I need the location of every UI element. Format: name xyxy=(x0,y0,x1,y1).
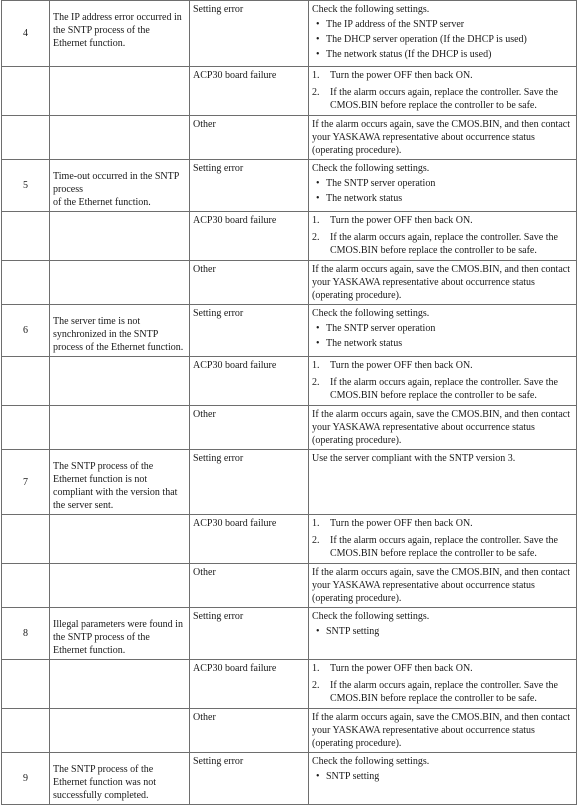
cause-cell: Setting error xyxy=(190,160,309,212)
remedy-cell xyxy=(309,753,577,805)
alarm-description-cell xyxy=(50,515,190,564)
remedy-bullet-item xyxy=(312,770,573,783)
remedy-intro: Check the following settings. xyxy=(312,308,430,319)
table-row xyxy=(2,406,577,450)
remedy-cell xyxy=(309,305,577,357)
remedy-cell: If the alarm occurs again, save the CMOS.BIN, and then contact your YASKAWA representative about occurrence status (operating procedure). xyxy=(309,116,577,160)
remedy-intro: Check the following settings. xyxy=(312,4,430,15)
remedy-step xyxy=(312,231,573,257)
step-number: 2. xyxy=(312,377,320,388)
alarm-subcode-cell xyxy=(2,709,50,753)
alarm-subcode-cell xyxy=(2,261,50,305)
alarm-description-cell xyxy=(50,709,190,753)
table-row xyxy=(2,116,577,160)
table-row xyxy=(2,753,577,805)
remedy-cell xyxy=(309,660,577,709)
alarm-subcode-cell xyxy=(2,212,50,261)
table-row xyxy=(2,709,577,753)
bullet-icon: • xyxy=(316,626,320,637)
cause-cell: ACP30 board failure xyxy=(190,67,309,116)
bullet-icon: • xyxy=(316,193,320,204)
bullet-text: SNTP setting xyxy=(326,626,380,637)
bullet-text: The network status (If the DHCP is used) xyxy=(326,49,492,60)
alarm-description-cell xyxy=(50,212,190,261)
table-row xyxy=(2,660,577,709)
remedy-step xyxy=(312,376,573,402)
remedy-bullet-item xyxy=(312,18,573,31)
step-number: 1. xyxy=(312,215,320,226)
cause-cell: Other xyxy=(190,116,309,160)
table-row xyxy=(2,564,577,608)
remedy-step xyxy=(312,214,573,227)
alarm-description-cell xyxy=(50,67,190,116)
cause-cell: Other xyxy=(190,564,309,608)
remedy-cell xyxy=(309,515,577,564)
remedy-cell xyxy=(309,357,577,406)
bullet-icon: • xyxy=(316,34,320,45)
table-row xyxy=(2,357,577,406)
step-number: 2. xyxy=(312,87,320,98)
step-text: Turn the power OFF then back ON. xyxy=(330,663,473,674)
remedy-bullet-item xyxy=(312,177,573,190)
remedy-bullet-item xyxy=(312,33,573,46)
remedy-cell: Use the server compliant with the SNTP version 3. xyxy=(309,450,577,515)
table-row xyxy=(2,305,577,357)
alarm-description-cell xyxy=(50,357,190,406)
cause-cell: Setting error xyxy=(190,608,309,660)
step-text: Turn the power OFF then back ON. xyxy=(330,518,473,529)
remedy-step xyxy=(312,86,573,112)
bullet-text: The IP address of the SNTP server xyxy=(326,19,465,30)
alarm-description-cell xyxy=(50,660,190,709)
cause-cell: Setting error xyxy=(190,450,309,515)
remedy-bullet-item xyxy=(312,322,573,335)
bullet-text: SNTP setting xyxy=(326,771,380,782)
alarm-description-cell xyxy=(50,116,190,160)
alarm-subcode-cell xyxy=(2,357,50,406)
remedy-bullet-item xyxy=(312,192,573,205)
bullet-icon: • xyxy=(316,338,320,349)
step-text: If the alarm occurs again, replace the controller. Save the CMOS.BIN before replace the controller to be safe. xyxy=(330,232,558,256)
alarm-subcode-cell xyxy=(2,67,50,116)
alarm-subcode-cell xyxy=(2,515,50,564)
step-text: Turn the power OFF then back ON. xyxy=(330,360,473,371)
step-text: Turn the power OFF then back ON. xyxy=(330,70,473,81)
table-row xyxy=(2,608,577,660)
alarm-table-body xyxy=(2,1,577,805)
step-number: 2. xyxy=(312,680,320,691)
remedy-bullet-item xyxy=(312,48,573,61)
alarm-subcode-cell xyxy=(2,660,50,709)
bullet-text: The network status xyxy=(326,193,403,204)
remedy-step xyxy=(312,359,573,372)
cause-cell: ACP30 board failure xyxy=(190,357,309,406)
alarm-description-cell: The SNTP process of the Ethernet function is not compliant with the version that the server sent. xyxy=(50,450,190,515)
cause-cell: ACP30 board failure xyxy=(190,660,309,709)
bullet-icon: • xyxy=(316,178,320,189)
remedy-step xyxy=(312,69,573,82)
cause-cell: Other xyxy=(190,406,309,450)
step-text: If the alarm occurs again, replace the controller. Save the CMOS.BIN before replace the controller to be safe. xyxy=(330,377,558,401)
cause-cell: ACP30 board failure xyxy=(190,515,309,564)
remedy-cell xyxy=(309,212,577,261)
cause-cell: Other xyxy=(190,261,309,305)
alarm-subcode-cell xyxy=(2,116,50,160)
step-number: 1. xyxy=(312,663,320,674)
cause-cell: Setting error xyxy=(190,753,309,805)
remedy-bullet-item xyxy=(312,337,573,350)
description-line: of the Ethernet function. xyxy=(53,197,151,208)
alarm-subcode-cell xyxy=(2,564,50,608)
remedy-cell xyxy=(309,67,577,116)
alarm-description-cell: The IP address error occurred in the SNTP process of the Ethernet function. xyxy=(50,1,190,67)
alarm-subcode-cell: 5 xyxy=(2,160,50,212)
step-number: 1. xyxy=(312,518,320,529)
remedy-cell: If the alarm occurs again, save the CMOS.BIN, and then contact your YASKAWA representative about occurrence status (operating procedure). xyxy=(309,261,577,305)
remedy-step xyxy=(312,534,573,560)
alarm-subcode-cell: 9 xyxy=(2,753,50,805)
bullet-text: The network status xyxy=(326,338,403,349)
step-number: 1. xyxy=(312,360,320,371)
cause-cell: ACP30 board failure xyxy=(190,212,309,261)
alarm-subcode-cell: 7 xyxy=(2,450,50,515)
alarm-subcode-cell: 4 xyxy=(2,1,50,67)
bullet-icon: • xyxy=(316,771,320,782)
alarm-description-cell xyxy=(50,564,190,608)
alarm-description-cell xyxy=(50,160,190,212)
alarm-description-cell xyxy=(50,261,190,305)
table-row xyxy=(2,515,577,564)
alarm-subcode-cell xyxy=(2,406,50,450)
remedy-cell: If the alarm occurs again, save the CMOS.BIN, and then contact your YASKAWA representative about occurrence status (operating procedure). xyxy=(309,709,577,753)
remedy-intro: Check the following settings. xyxy=(312,163,430,174)
bullet-text: The SNTP server operation xyxy=(326,178,436,189)
table-row xyxy=(2,1,577,67)
bullet-text: The DHCP server operation (If the DHCP is used) xyxy=(326,34,527,45)
step-number: 2. xyxy=(312,232,320,243)
remedy-step xyxy=(312,679,573,705)
table-row xyxy=(2,67,577,116)
table-row xyxy=(2,212,577,261)
alarm-description-cell: The SNTP process of the Ethernet function was not successfully completed. xyxy=(50,753,190,805)
remedy-cell xyxy=(309,1,577,67)
alarm-description-cell: Illegal parameters were found in the SNTP process of the Ethernet function. xyxy=(50,608,190,660)
remedy-intro: Check the following settings. xyxy=(312,611,430,622)
bullet-icon: • xyxy=(316,323,320,334)
remedy-bullet-item xyxy=(312,625,573,638)
bullet-icon: • xyxy=(316,49,320,60)
alarm-description-cell: The server time is not synchronized in the SNTP process of the Ethernet function. xyxy=(50,305,190,357)
table-row xyxy=(2,160,577,212)
step-number: 2. xyxy=(312,535,320,546)
table-row xyxy=(2,450,577,515)
alarm-remedy-table xyxy=(1,0,577,805)
remedy-cell xyxy=(309,608,577,660)
remedy-step xyxy=(312,662,573,675)
remedy-step xyxy=(312,517,573,530)
step-text: If the alarm occurs again, replace the controller. Save the CMOS.BIN before replace the controller to be safe. xyxy=(330,680,558,704)
remedy-intro: Check the following settings. xyxy=(312,756,430,767)
cause-cell: Other xyxy=(190,709,309,753)
remedy-cell: If the alarm occurs again, save the CMOS.BIN, and then contact your YASKAWA representative about occurrence status (operating procedure). xyxy=(309,406,577,450)
remedy-cell: If the alarm occurs again, save the CMOS.BIN, and then contact your YASKAWA representative about occurrence status (operating procedure). xyxy=(309,564,577,608)
bullet-text: The SNTP server operation xyxy=(326,323,436,334)
alarm-subcode-cell: 6 xyxy=(2,305,50,357)
step-text: If the alarm occurs again, replace the controller. Save the CMOS.BIN before replace the controller to be safe. xyxy=(330,535,558,559)
step-number: 1. xyxy=(312,70,320,81)
bullet-icon: • xyxy=(316,19,320,30)
remedy-cell xyxy=(309,160,577,212)
step-text: If the alarm occurs again, replace the controller. Save the CMOS.BIN before replace the controller to be safe. xyxy=(330,87,558,111)
description-line: Time-out occurred in the SNTP process xyxy=(53,171,179,195)
table-row xyxy=(2,261,577,305)
alarm-subcode-cell: 8 xyxy=(2,608,50,660)
step-text: Turn the power OFF then back ON. xyxy=(330,215,473,226)
cause-cell: Setting error xyxy=(190,1,309,67)
alarm-description-cell xyxy=(50,406,190,450)
cause-cell: Setting error xyxy=(190,305,309,357)
